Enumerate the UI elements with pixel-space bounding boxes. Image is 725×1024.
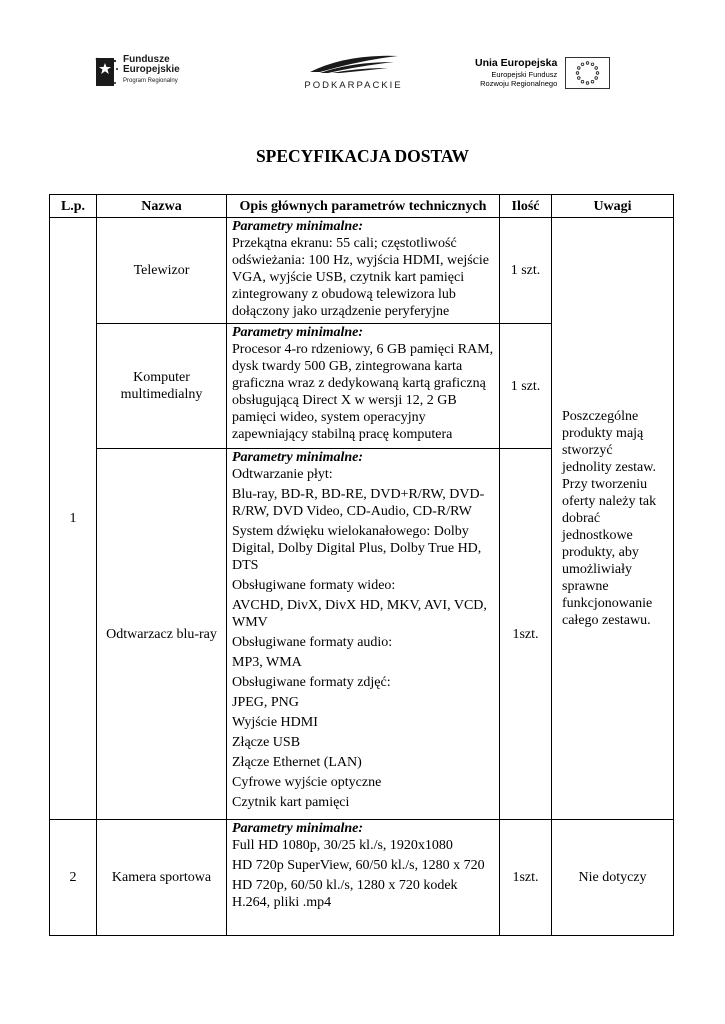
remarks-cell: Nie dotyczy [552,820,674,936]
quantity-cell: 1 szt. [500,324,552,449]
quantity-cell: 1szt. [500,449,552,820]
table-row [50,820,674,936]
eu-logo [475,57,610,89]
params-heading: Parametry minimalne: [232,325,364,340]
params-heading: Parametry minimalne: [232,450,364,465]
fe-logo-line3: Program Regionalny [123,78,178,84]
remarks-cell: Poszczególne produkty mają stworzyć jednolity zestaw. Przy tworzeniu oferty należy tak dobrać jednostkowe produkty, aby umożliwiały sprawne funkcjonowanie całego zestawu. [552,218,674,820]
name-cell: Komputer multimedialny [97,324,227,449]
quantity-cell: 1 szt. [500,218,552,324]
param-line: Blu-ray, BD-R, BD-RE, DVD+R/RW, DVD-R/RW, DVD Video, CD-Audio, CD-R/RW [232,487,485,519]
param-line: Full HD 1080p, 30/25 kl./s, 1920x1080 [232,838,453,853]
eu-logo-line3: Rozwoju Regionalnego [480,79,558,88]
param-line: Cyfrowe wyjście optyczne [232,775,382,790]
param-line: Obsługiwane formaty audio: [232,635,393,650]
fe-logo-line2: Europejskie [123,64,180,75]
param-line: HD 720p, 60/50 kl./s, 1280 x 720 kodek H.264, pliki .mp4 [232,878,458,910]
param-line: Czytnik kart pamięci [232,795,350,810]
table-row [50,218,674,324]
description-cell [227,324,500,449]
param-line: System dźwięku wielokanałowego: Dolby Digital, Dolby Digital Plus, Dolby True HD, DTS [232,524,482,573]
param-line: Złącze USB [232,735,301,750]
name-cell: Odtwarzacz blu-ray [97,449,227,820]
header-lp: L.p. [50,195,97,218]
param-line: Wyjście HDMI [232,715,318,730]
lp-cell: 2 [50,820,97,936]
eu-logo-line2: Europejski Fundusz [491,70,558,79]
param-line: AVCHD, DivX, DivX HD, MKV, AVI, VCD, WMV [232,598,487,630]
param-line: Obsługiwane formaty zdjęć: [232,675,391,690]
document-title: SPECYFIKACJA DOSTAW [255,146,470,166]
description-cell [227,820,500,936]
param-line: JPEG, PNG [232,695,299,710]
description-cell [227,449,500,820]
name-cell: Telewizor [97,218,227,324]
param-line: Przekątna ekranu: 55 cali; częstotliwość odświeżania: 100 Hz, wyjścia HDMI, wejście VGA, wyjście USB, czytnik kart pamięci zintegrowany z obudową telewizora lub dołączony jako urządzenie peryferyjne [232,236,489,319]
fe-logo-line1: Fundusze [123,54,170,65]
table-header-row [50,195,674,218]
param-line: MP3, WMA [232,655,302,670]
param-line: Obsługiwane formaty wideo: [232,578,396,593]
name-cell: Kamera sportowa [97,820,227,936]
param-line: HD 720p SuperView, 60/50 kl./s, 1280 x 720 [232,858,485,873]
param-line: Procesor 4-ro rdzeniowy, 6 GB pamięci RAM, dysk twardy 500 GB, zintegrowana karta graficzna wraz z dedykowaną kartą graficzną obsługującą Direct X w wersji 12, 2 GB pamięci wideo, system operacyjny zapewniający stabilną pracę komputera [232,342,494,442]
description-cell [227,218,500,324]
specification-table [49,194,674,936]
params-heading: Parametry minimalne: [232,219,364,234]
header-opis: Opis głównych parametrów technicznych [227,195,500,218]
lp-cell: 1 [50,218,97,820]
param-line: Złącze Ethernet (LAN) [232,755,362,770]
header-uwagi: Uwagi [552,195,674,218]
header-nazwa: Nazwa [97,195,227,218]
fundusze-europejskie-logo [93,55,180,89]
podkarpackie-swoosh-icon [306,52,402,74]
quantity-cell: 1szt. [500,820,552,936]
params-heading: Parametry minimalne: [232,821,364,836]
header-ilosc: Ilość [500,195,552,218]
podkarpackie-logo-text: PODKARPACKIE [304,80,403,91]
podkarpackie-logo [296,52,411,91]
fundusze-europejskie-star-icon [93,55,119,89]
eu-flag-icon [565,57,610,89]
param-line: Odtwarzanie płyt: [232,467,333,482]
eu-logo-line1: Unia Europejska [475,57,558,69]
